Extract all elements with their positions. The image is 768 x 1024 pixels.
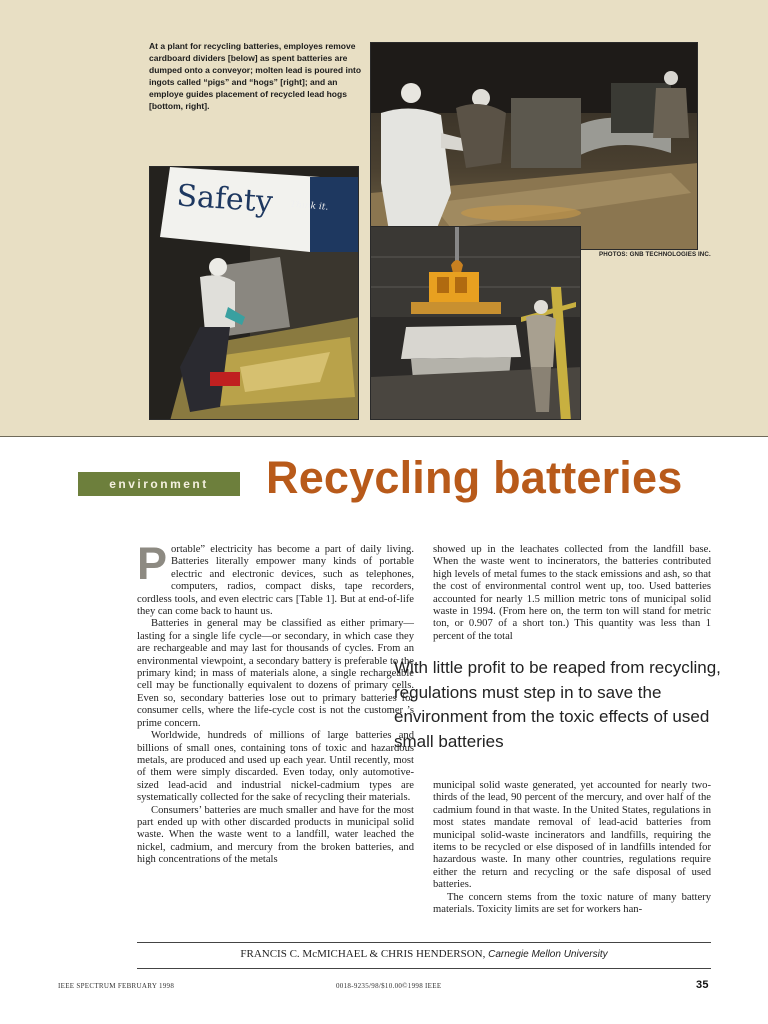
footer-issn: 0018-9235/98/$10.00©1998 IEEE — [336, 982, 442, 990]
footer-journal: IEEE SPECTRUM FEBRUARY 1998 — [58, 982, 175, 990]
article-column-2-top — [433, 544, 711, 643]
photo-caption: At a plant for recycling batteries, employes remove cardboard dividers [below] as spent batteries are dumped onto a conveyor; molten lead is poured into ingots called “pigs” and “hogs” [right]; and an employe guides placement of recycled lead hogs [bottom, right]. — [149, 41, 362, 111]
byline-affiliation: Carnegie Mellon University — [488, 949, 608, 960]
byline-authors: FRANCIS C. McMICHAEL & CHRIS HENDERSON, — [240, 948, 486, 960]
section-tag: environment — [78, 472, 240, 496]
safety-banner-text: Safety — [175, 178, 274, 220]
photo-credit: PHOTOS: GNB TECHNOLOGIES INC. — [599, 251, 711, 258]
article-paragraph: Batteries in general may be classified as either primary—lasting for a single life cycle—or secondary, in which case they are rechargeable and may last for thousands of cycles. From an environmental viewpoint, a secondary battery is preferable to the primary kind; in mass of materials alone, a single rechargeable cell may be functionally equivalent to dozens of primary cells. Even so, secondary batteries lose out to primary batteries for consumer cells, where the life-cycle cost is not the customer ’s prime concern. — [137, 618, 414, 729]
article-paragraph: The concern stems from the toxic nature of many battery materials. Toxicity limits are set for workers han- — [433, 891, 711, 916]
article-column-1 — [137, 538, 414, 867]
article-paragraph: Worldwide, hundreds of millions of large batteries and billions of small ones, containing tons of toxic and hazardous metals, are produced and used up each year. Until recently, most of them were simply discarded. Even today, only automotive-sized lead-acid and industrial nickel-cadmium types are systematically collected for the sake of recycling their materials. — [137, 730, 414, 804]
article-title: Recycling batteries — [266, 452, 683, 503]
page-number: 35 — [696, 979, 709, 991]
byline-rule-bottom — [137, 968, 711, 969]
pull-quote: With little profit to be reaped from recycling, regulations must step in to save the environment from the toxic effects of used small batteries — [394, 658, 721, 751]
drop-cap: P — [137, 538, 168, 589]
byline — [137, 948, 711, 960]
article-paragraph: showed up in the leachates collected from the landfill base. When the waste went to incinerators, the batteries contributed high levels of metal fumes to the stack emissions and ash, so that the cost of environmental control went up, too. Used batteries accounted for nearly 1.5 million metric tons of municipal solid waste in 1994. (From here on, the term ton will stand for metric ton, or 0.907 of a short ton.) This quantity was less than 1 percent of the total — [433, 544, 711, 642]
safety-banner-subtext: Think it. — [289, 200, 329, 213]
article-paragraph: Consumers’ batteries are much smaller and have for the most part ended up with other discarded products in municipal solid waste. When the waste went to a landfill, water leached the nickel, cadmium, and mercury from the broken batteries, and high concentrations of the metals — [137, 804, 414, 866]
article-paragraph: municipal solid waste generated, yet accounted for nearly two-thirds of the lead, 90 percent of the mercury, and over half of the cadmium found in that waste. In the United States, regulations in most states mandate removal of lead-acid batteries from municipal solid-waste incinerators and landfills, requiring the items to be recycled or else disposed of in landfills intended for hazardous waste. In many other countries, regulations require either the return and recycling or the safe disposal of used batteries. — [433, 780, 711, 891]
article-column-2-bottom — [433, 780, 711, 916]
photo-conveyor — [149, 166, 359, 420]
article-paragraph: Portable” electricity has become a part of daily living. Batteries literally empower many kinds of portable electric and electronic devices, such as telephones, computers, radios, compact disks, tape recorders, cordless tools, and even electric cars [Table 1]. But at end-of-life they can come back to haunt us. — [137, 538, 414, 618]
byline-rule-top — [137, 942, 711, 943]
photo-molten-lead — [370, 42, 698, 250]
photo-lead-hogs — [370, 226, 581, 420]
